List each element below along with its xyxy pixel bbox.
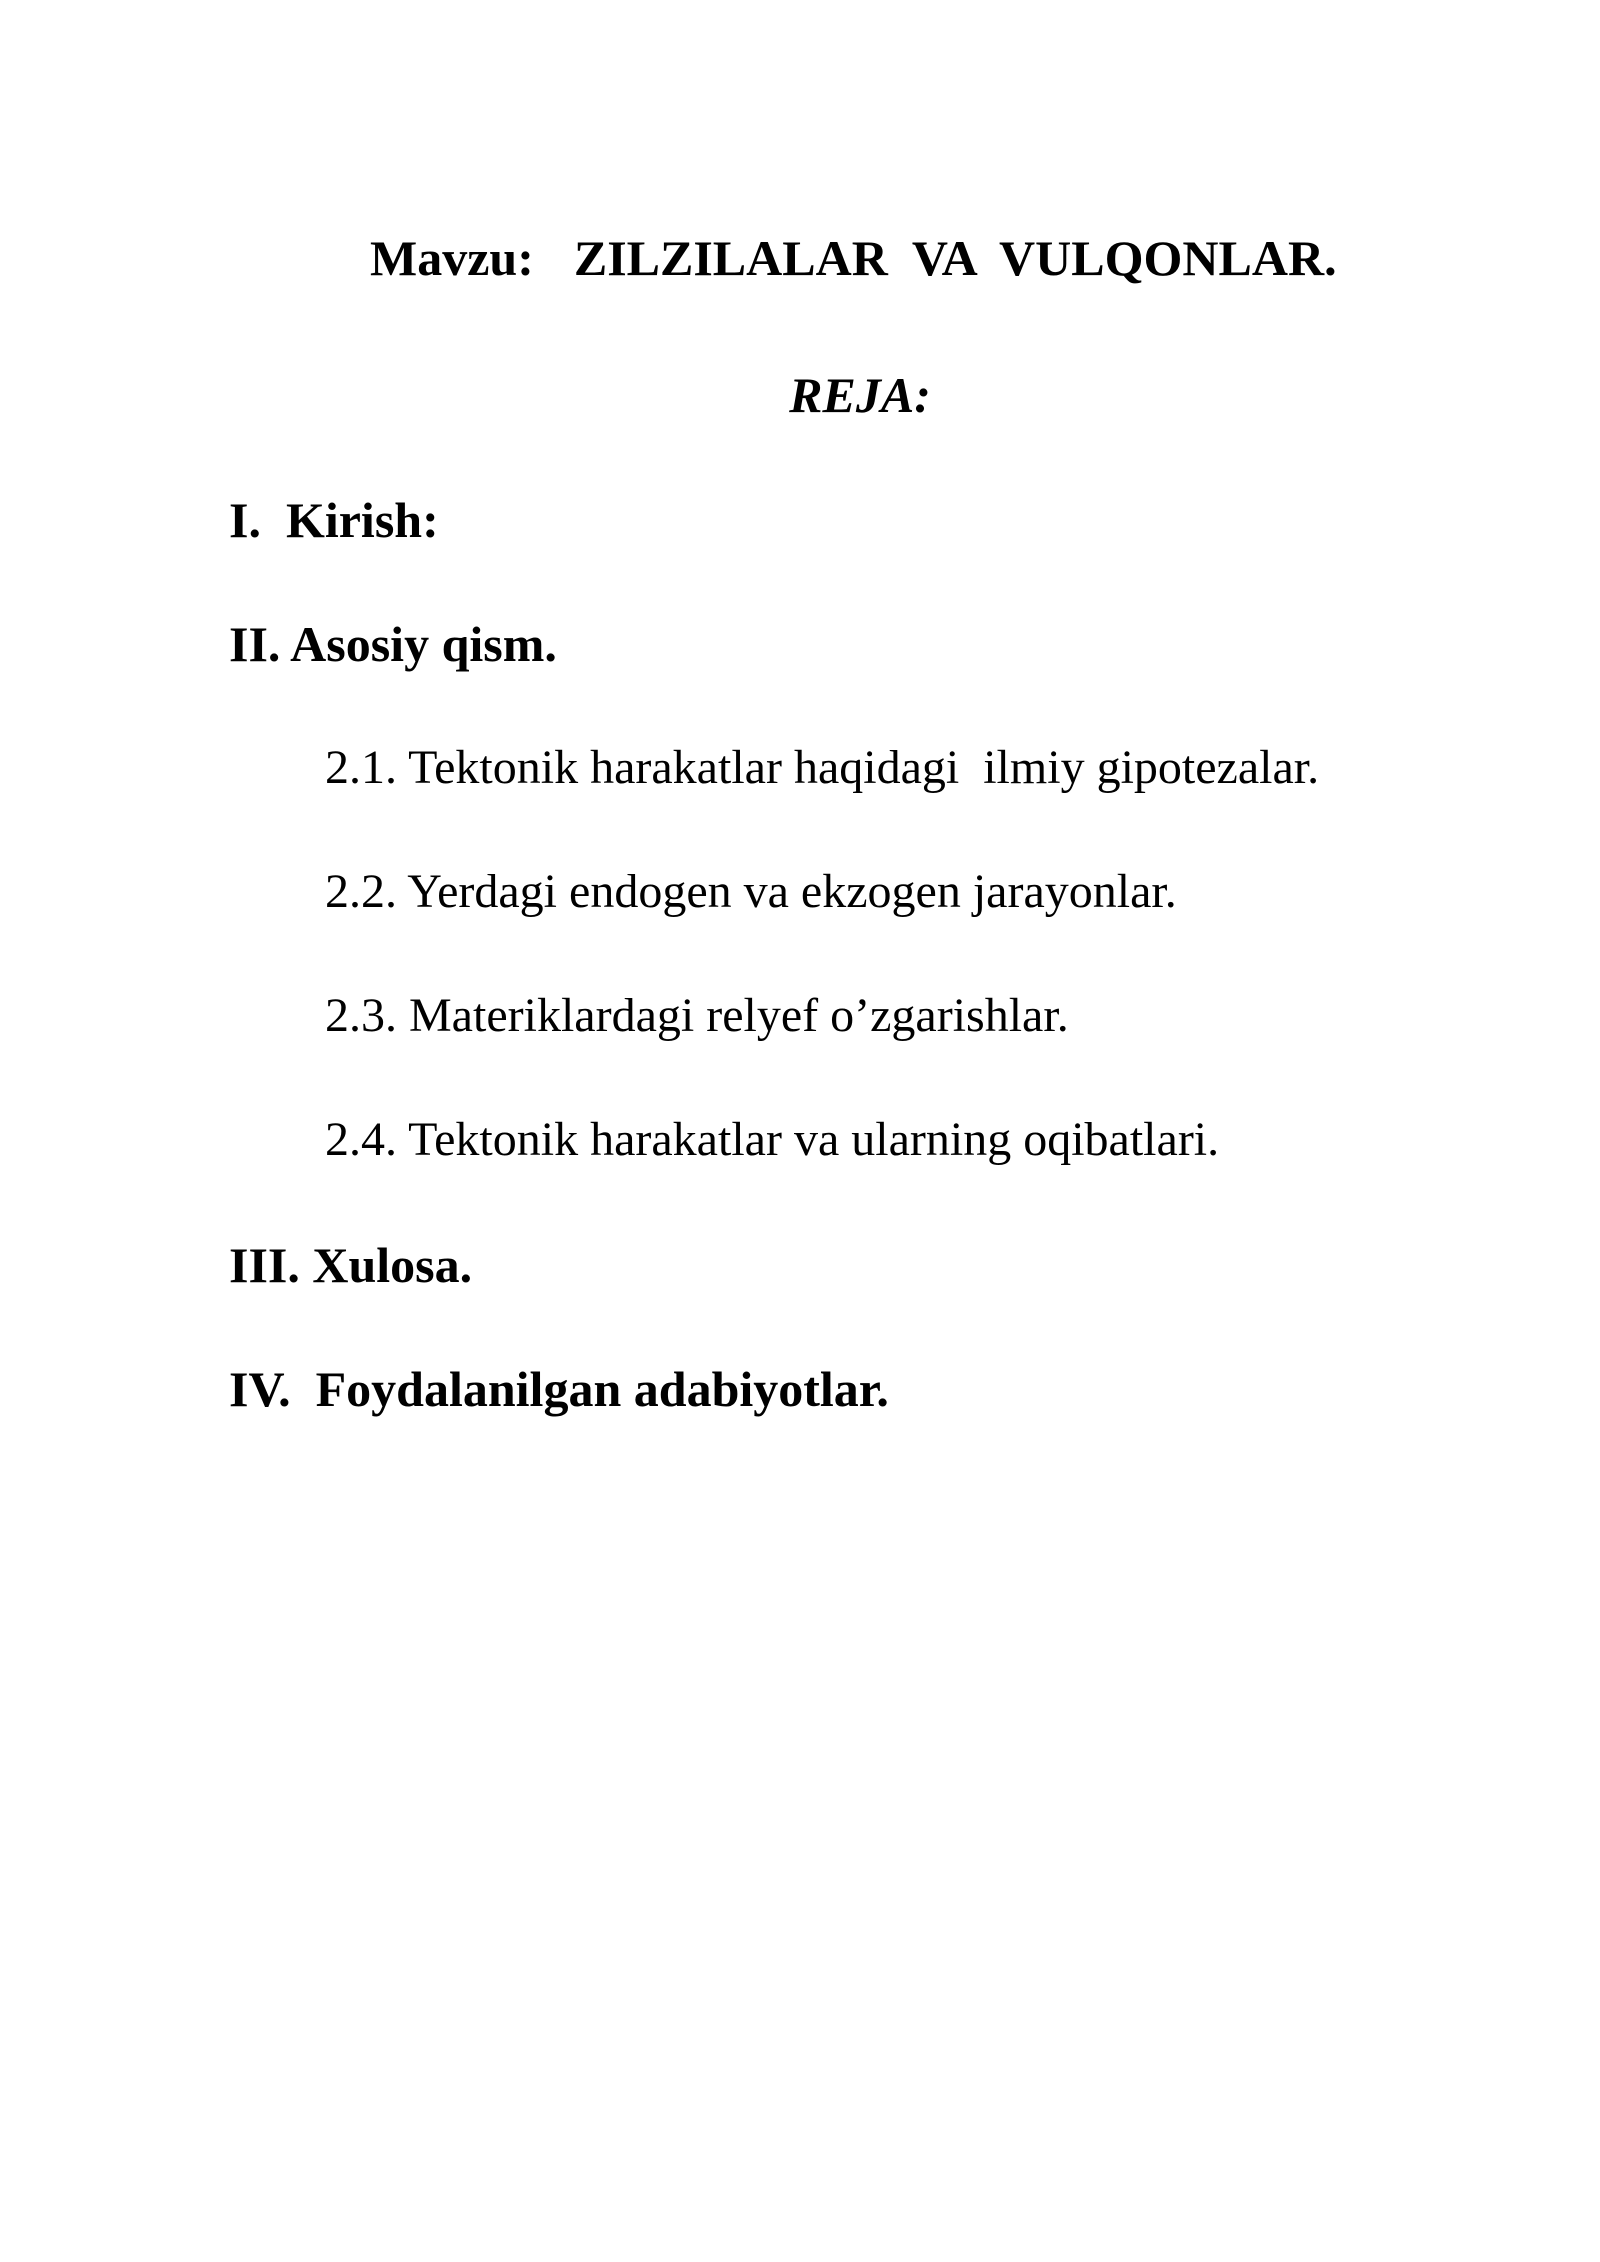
subsection-item: 2.3. Materiklardagi relyef o’zgarishlar.: [325, 989, 1069, 1042]
subsection-item: 2.2. Yerdagi endogen va ekzogen jarayonlar.: [325, 865, 1177, 918]
section-main-part: II. Asosiy qism.: [229, 616, 557, 672]
section-references: IV. Foydalanilgan adabiyotlar.: [229, 1361, 889, 1417]
title-topic: ZILZILALAR VA VULQONLAR.: [573, 230, 1337, 286]
section-introduction: I. Kirish:: [229, 492, 439, 548]
section-conclusion: III. Xulosa.: [229, 1237, 473, 1293]
subsection-item: 2.4. Tektonik harakatlar va ularning oqibatlari.: [325, 1113, 1220, 1166]
title-label: Mavzu:: [370, 230, 534, 286]
subsection-item: 2.1. Tektonik harakatlar haqidagi ilmiy gipotezalar.: [325, 741, 1320, 794]
document-title: [320, 183, 1337, 333]
plan-heading: REJA:: [789, 367, 931, 423]
